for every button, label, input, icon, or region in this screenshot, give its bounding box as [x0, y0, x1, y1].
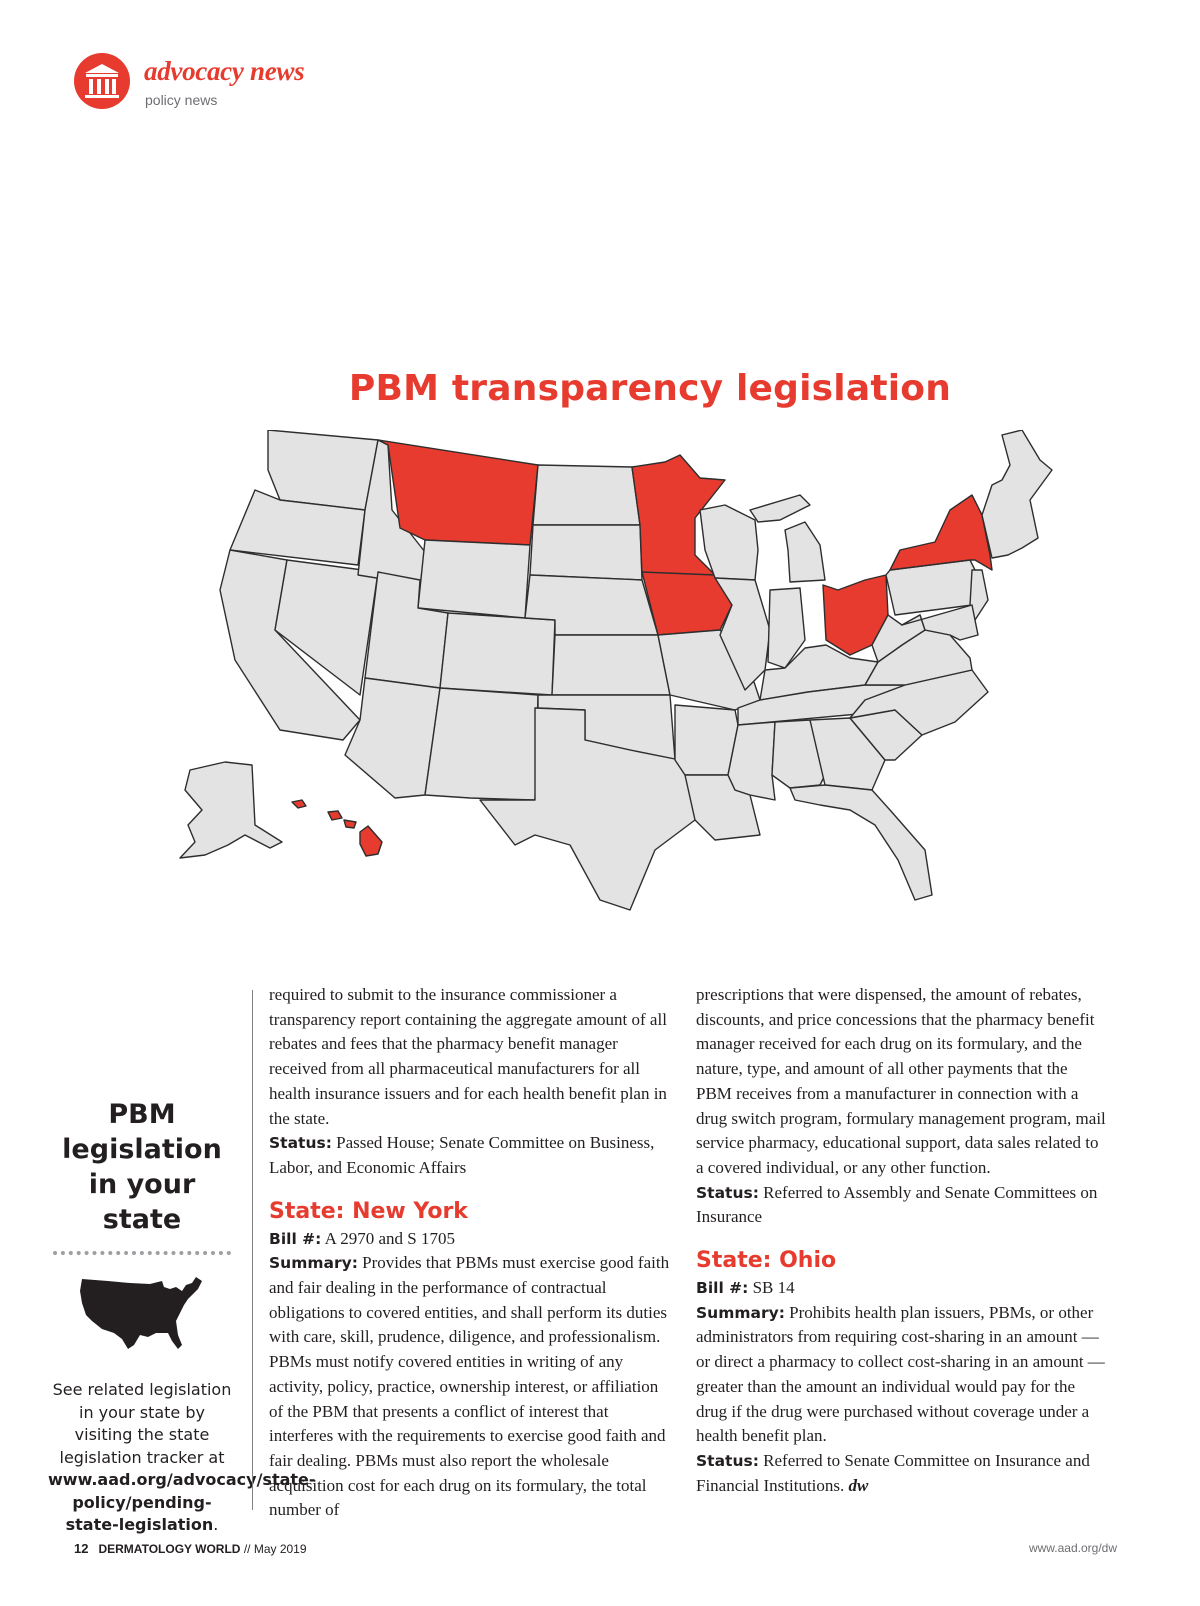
status-text: Referred to Assembly and Senate Committees on Insurance [696, 1182, 1098, 1227]
issue-date: May 2019 [253, 1542, 307, 1556]
us-map-icon [78, 1275, 206, 1353]
column-divider [252, 990, 253, 1510]
summary-label: Summary: [696, 1303, 785, 1322]
state-new-york [890, 495, 992, 570]
state-florida [790, 785, 932, 900]
footer-folio [74, 1541, 307, 1556]
status-label: Status: [269, 1134, 332, 1153]
summary-text: Provides that PBMs must exercise good faith and fair dealing in the performance of contractual obligations to covered entities, and shall perform its duties with care, skill, prudence, diligence, and professionalism. PBMs must notify covered entities in writing of any activity, policy, practice, ownership interest, or affiliation of the PBM that presents a conflict of interest that interferes with the requirements to exercise good faith and fair dealing. PBMs must also report the wholesale acquisition cost for each drug on its formulary, the total number of [269, 1253, 670, 1520]
state-michigan [750, 495, 825, 582]
state-new-england [982, 430, 1052, 558]
folio-separator: // [243, 1542, 251, 1556]
map-title: PBM transparency legislation [348, 368, 952, 409]
dotted-divider [53, 1251, 231, 1255]
state-wyoming [418, 540, 530, 618]
col2-status-2 [696, 1449, 1106, 1498]
bill-label: Bill #: [269, 1229, 322, 1248]
bill-text: SB 14 [752, 1278, 795, 1298]
state-hawaii [292, 800, 382, 856]
state-montana [378, 440, 538, 545]
state-colorado [440, 613, 555, 695]
bill-label: Bill #: [696, 1279, 749, 1298]
capitol-building-icon [74, 53, 130, 109]
col1-summary [269, 1251, 674, 1523]
sidebar-title: PBM legislation in your state [62, 1099, 222, 1235]
col2-status-1 [696, 1181, 1106, 1230]
status-label: Status: [696, 1183, 759, 1202]
summary-text: Prohibits health plan issuers, PBMs, or other administrators from requiring cost-sharing in an amount — or direct a pharmacy to collect cost-sharing in an amount — greater than the amount an individual would pay for the drug if the drug were purchased without coverage under a health benefit plan. [696, 1302, 1105, 1446]
sidebar-text-end: . [213, 1515, 219, 1534]
state-north-dakota [533, 465, 640, 525]
signoff: dw [848, 1475, 869, 1495]
col2-summary [696, 1301, 1106, 1449]
state-heading-ohio: State: Ohio [696, 1248, 837, 1274]
state-kansas [552, 635, 670, 695]
publication-name: DERMATOLOGY WORLD [98, 1542, 241, 1556]
section-title: advocacy news [144, 56, 305, 86]
sidebar-text [48, 1379, 316, 1537]
sidebar-text-lead: See related legislation in your state by visiting the state legislation tracker at [52, 1380, 232, 1467]
state-arkansas [675, 705, 738, 775]
summary-label: Summary: [269, 1254, 358, 1273]
section-subtitle: policy news [145, 92, 218, 108]
col2-intro: prescriptions that were dispensed, the amount of rebates, discounts, and price concessions that the pharmacy benefit manager received for each drug on its formulary, and the nature, type, and amount of all other payments that the PBM receives from a manufacturer in connection with a drug switch program, formulary management program, mail service pharmacy, educational support, data sales related to a covered individual, or any other function. [696, 985, 1106, 1177]
article-column-1 [269, 983, 674, 1523]
state-washington [268, 430, 378, 510]
col1-bill [269, 1227, 674, 1252]
bill-text: A 2970 and S 1705 [324, 1228, 455, 1248]
col1-intro: required to submit to the insurance commissioner a transparency report containing the aggregate amount of all rebates and fees that the pharmacy benefit manager received from all pharmaceutical manufacturers for all health insurance issuers and for each health benefit plan in the state. [269, 985, 667, 1128]
state-new-mexico [425, 688, 538, 800]
state-tracker-link[interactable]: www.aad.org/advocacy/state-policy/pending-state-legislation [48, 1470, 316, 1534]
status-text: Referred to Senate Committee on Insurance and Financial Institutions. [696, 1450, 1090, 1495]
article-column-2 [696, 983, 1106, 1498]
status-label: Status: [696, 1451, 759, 1470]
state-heading-new-york: State: New York [269, 1198, 468, 1224]
state-south-dakota [530, 525, 642, 580]
state-arizona [345, 678, 440, 798]
footer-url[interactable]: www.aad.org/dw [1028, 1541, 1117, 1555]
col1-status [269, 1131, 674, 1180]
state-alaska [180, 762, 282, 858]
us-map [160, 430, 1060, 930]
col2-bill [696, 1276, 1106, 1301]
page-number: 12 [74, 1541, 89, 1556]
status-text: Passed House; Senate Committee on Business, Labor, and Economic Affairs [269, 1133, 655, 1177]
